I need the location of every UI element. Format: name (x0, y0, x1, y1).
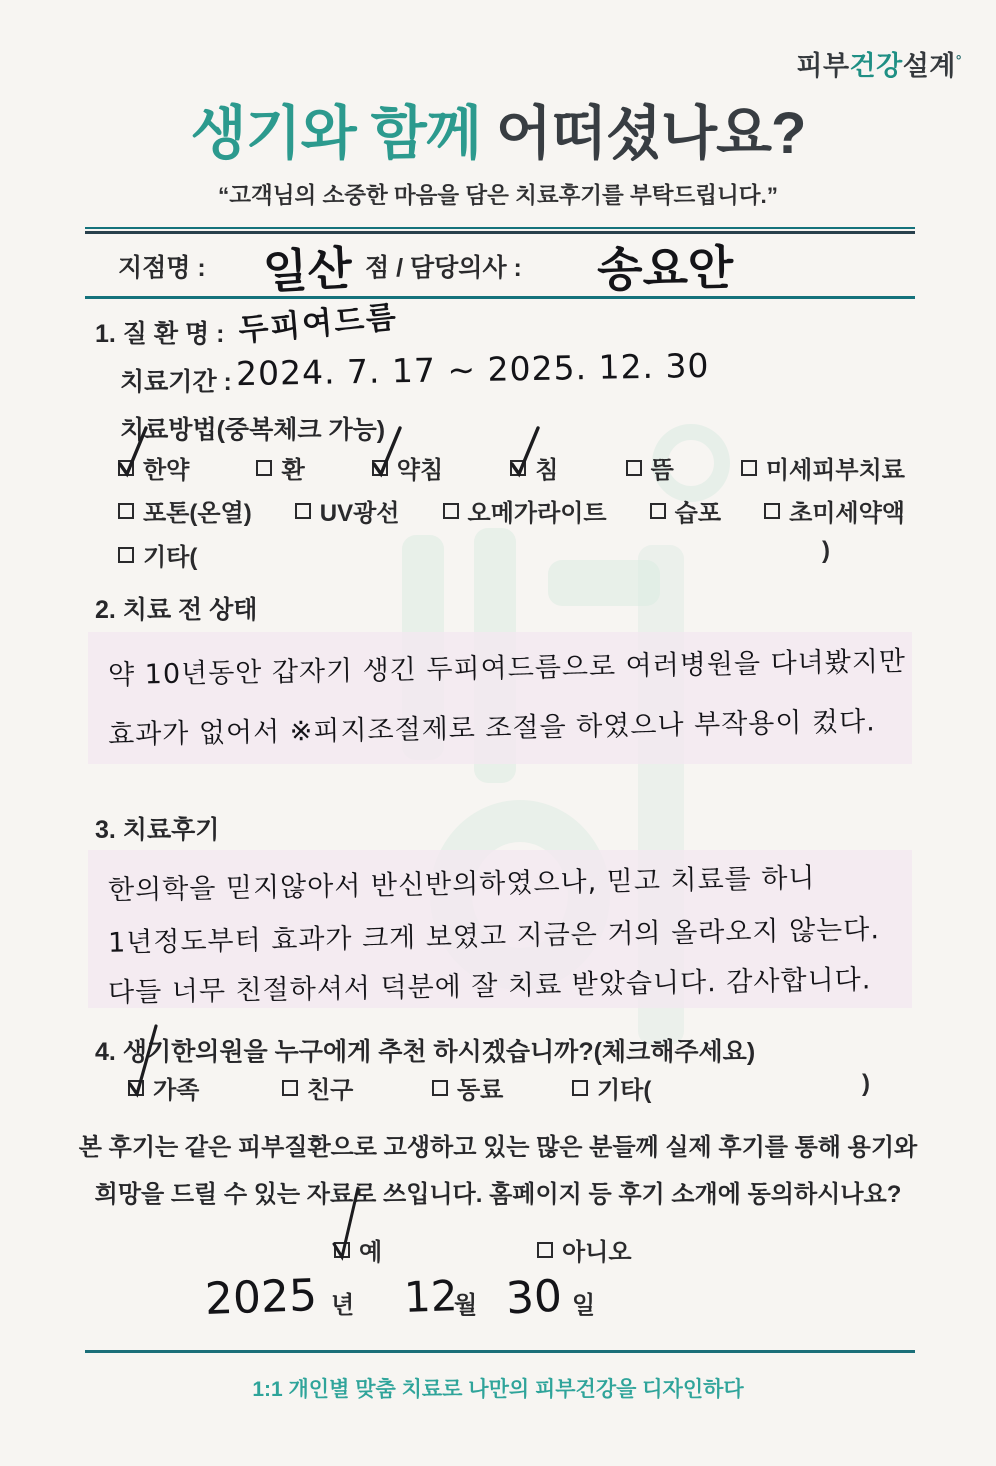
divider (85, 227, 915, 229)
method-option (372, 450, 443, 485)
recommend-option-friend (282, 1070, 353, 1105)
doctor-value-handwriting: 송요안 (596, 240, 734, 299)
recommend-option-label: 동료 (457, 1077, 504, 1104)
section2-handwriting-area (88, 632, 912, 764)
checkbox-tteum (626, 460, 642, 476)
footer-divider (85, 1350, 915, 1353)
handwritten-line: 효과가 없어서 ※피지조절제로 조절을 하였으나 부작용이 컸다. (107, 706, 877, 751)
agree-option-no (537, 1232, 632, 1267)
method-option-other (118, 537, 197, 572)
method-row-3 (118, 537, 830, 572)
branch-doctor-row (85, 240, 915, 300)
checkbox-recommend-other (572, 1080, 588, 1096)
section2-heading: 2. 치료 전 상태 (95, 596, 258, 624)
recommend-option-family (128, 1070, 199, 1105)
handwritten-line: 1년정도부터 효과가 크게 보였고 지금은 거의 올라오지 않는다. (107, 914, 881, 959)
agree-option-yes (334, 1232, 382, 1267)
method-row-1 (118, 450, 905, 485)
doctor-label: 점 / 담당의사 : (365, 254, 522, 282)
checkbox-no (537, 1242, 553, 1258)
method-option (764, 493, 905, 528)
method-option (650, 493, 721, 528)
handwritten-line: 다들 너무 친절하셔서 덕분에 잘 치료 받았습니다. 감사합니다. (107, 964, 872, 1009)
recommend-option-other (572, 1070, 651, 1105)
section3-heading: 3. 치료후기 (95, 816, 220, 844)
section1-disease-label: 1. 질 환 명 : (95, 320, 225, 348)
other-close-paren: ) (822, 537, 830, 564)
recommend-option-label: 친구 (307, 1077, 354, 1104)
recommend-option-label: 가족 (153, 1077, 200, 1104)
date-day-label: 일 (572, 1292, 596, 1319)
checkbox-ultra-micro (764, 503, 780, 519)
page-title (0, 86, 996, 170)
checkbox-chim (510, 460, 526, 476)
method-option-label: 미세피부치료 (765, 457, 905, 484)
method-option (510, 450, 558, 485)
recommend-option-colleague (432, 1070, 503, 1105)
checkbox-hwan (256, 460, 272, 476)
date-year-handwriting: 2025 (204, 1270, 318, 1325)
logo-accent: 건강 (849, 51, 903, 81)
logo-suffix: 설계 (902, 51, 956, 81)
date-year-label: 년 (331, 1292, 355, 1319)
page-subtitle: “고객님의 소중한 마음을 담은 치료후기를 부탁드립니다.” (218, 183, 778, 208)
branch-label: 지점명 : (118, 254, 206, 282)
checkbox-hanyak (118, 460, 134, 476)
method-option-label: 침 (535, 457, 559, 484)
method-option (741, 450, 905, 485)
checkbox-yes (334, 1242, 350, 1258)
handwritten-line: 한의학을 믿지않아서 반신반의하였으나, 믿고 치료를 하니 (107, 862, 816, 907)
section3-handwriting-area (88, 850, 912, 1008)
branch-value-handwriting: 일산 (261, 240, 354, 300)
method-option-label: 기타( (143, 544, 198, 571)
divider (85, 296, 915, 299)
page-title-accent: 생기와 함께 (190, 101, 481, 166)
consent-line-2: 희망을 드릴 수 있는 자료로 쓰입니다. 홈페이지 등 후기 소개에 동의하시나요? (94, 1181, 902, 1208)
logo-degree-icon: ° (955, 52, 962, 68)
method-option-label: 포톤(온열) (143, 500, 252, 527)
method-option-label: 습포 (674, 500, 722, 527)
method-option (626, 450, 674, 485)
checkbox-family (128, 1080, 144, 1096)
checkbox-other (118, 547, 134, 563)
method-option-label: UV광선 (319, 500, 400, 527)
method-option-label: 한약 (143, 457, 190, 484)
section4-heading: 4. 생기한의원을 누구에게 추천 하시겠습니까?(체크해주세요) (95, 1038, 756, 1066)
period-value-handwriting: 2024. 7. 17 ~ 2025. 12. 30 (235, 345, 710, 394)
checkbox-micro-skin (741, 460, 757, 476)
consent-line-1: 본 후기는 같은 피부질환으로 고생하고 있는 많은 분들께 실제 후기를 통해 용기와 (78, 1134, 918, 1161)
method-option-label: 약침 (396, 457, 444, 484)
date-month-label: 월 (454, 1292, 478, 1319)
method-label: 치료방법(중복체크 가능) (120, 416, 386, 444)
recommend-other-close-paren: ) (862, 1070, 870, 1097)
date-day-handwriting: 30 (504, 1270, 564, 1325)
checkbox-uv (295, 503, 311, 519)
method-option-label: 뜸 (650, 457, 674, 484)
date-month-handwriting: 12 (403, 1271, 459, 1322)
checkbox-yakchim (372, 460, 388, 476)
brand-logo (796, 44, 962, 83)
checkbox-friend (282, 1080, 298, 1096)
method-option (118, 493, 252, 528)
checkbox-omega-light (443, 503, 459, 519)
method-option (118, 450, 189, 485)
agree-option-label: 아니오 (562, 1239, 632, 1266)
agree-option-label: 예 (359, 1239, 383, 1266)
checkbox-colleague (432, 1080, 448, 1096)
method-option-label: 초미세약액 (789, 500, 905, 527)
disease-value-handwriting: 두피여드름 (237, 299, 400, 349)
divider (85, 231, 915, 234)
checkbox-photon (118, 503, 134, 519)
method-option (256, 450, 304, 485)
method-option (295, 493, 400, 528)
footer-tagline: 1:1 개인별 맞춤 치료로 나만의 피부건강을 디자인하다 (252, 1378, 744, 1401)
checkbox-seuppo (650, 503, 666, 519)
page-title-rest: 어떠셨나요? (480, 101, 806, 166)
method-option-label: 오메가라이트 (467, 500, 607, 527)
consent-paragraph (0, 1124, 996, 1218)
handwritten-line: 약 10년동안 갑자기 생긴 두피여드름으로 여러병원을 다녀봤지만 (107, 646, 907, 691)
method-option-label: 환 (281, 457, 305, 484)
logo-prefix: 피부 (796, 51, 850, 81)
recommend-option-label: 기타( (597, 1077, 652, 1104)
period-label: 치료기간 : (120, 368, 232, 396)
method-row-2 (118, 493, 905, 528)
method-option (443, 493, 607, 528)
